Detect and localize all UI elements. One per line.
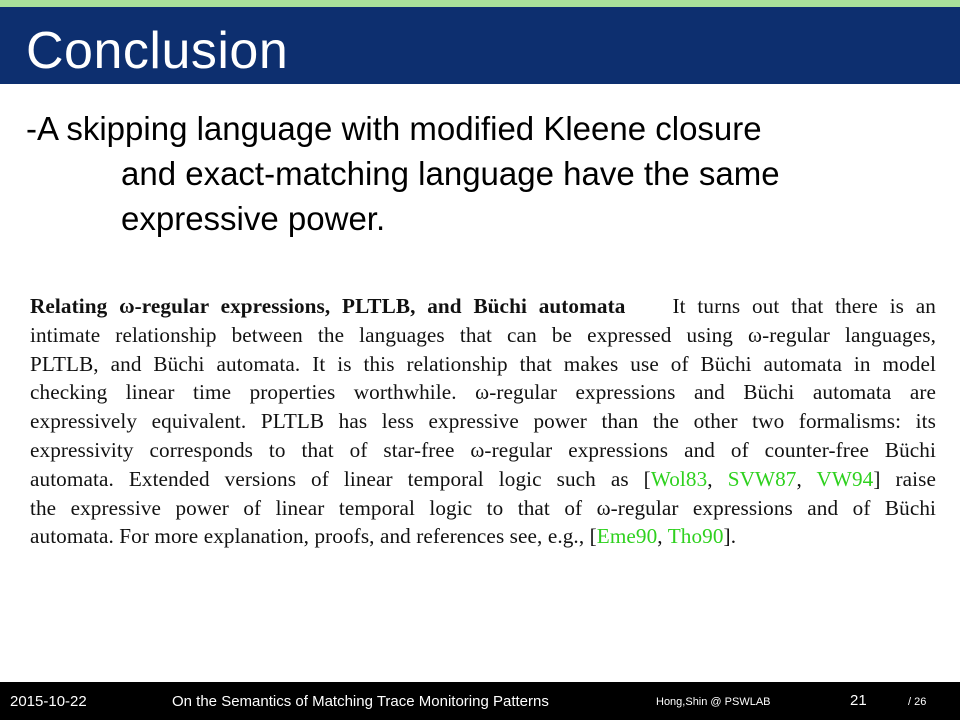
top-accent-rule [0,0,960,7]
citation-link[interactable]: SVW87 [727,466,797,491]
citation-link[interactable]: Tho90 [667,524,724,549]
bullet-line-3: expressive power. [121,200,386,237]
excerpt-line-7-post: ] raise [873,466,936,491]
excerpt-line-4: checking linear time properties worthwhile. ω-regular expressions and Büchi automata are [30,380,936,405]
excerpt-line-8: the expressive power of linear temporal logic to that of ω-regular expressions and of Büchi [30,495,936,520]
excerpt-line-9-pre: automata. For more explanation, proofs, and references see, e.g., [ [30,524,597,549]
citation-link[interactable]: Eme90 [596,524,658,549]
footer-date: 2015-10-22 [10,693,87,710]
excerpt-line-9 [30,522,936,551]
paper-excerpt [30,292,936,551]
footer-page-number: 21 [850,692,867,709]
excerpt-line-1-text: It turns out that there is an [672,294,936,318]
citation-separator: , [707,466,728,491]
excerpt-line-6: expressivity corresponds to that of star-free ω-regular expressions and of counter-free Büchi [30,437,936,462]
main-bullet [26,106,926,241]
excerpt-line-5: expressively equivalent. PLTLB has less expressive power than the other two formalisms: its [30,409,936,434]
excerpt-line-2: intimate relationship between the languages that can be expressed using ω-regular languages, [30,322,936,347]
footer-bar [0,682,960,720]
footer-author: Hong,Shin @ PSWLAB [656,696,771,708]
citation-separator: , [796,466,817,491]
excerpt-heading: Relating ω-regular expressions, PLTLB, and Büchi automata [30,294,626,318]
excerpt-line-9-post: ]. [723,524,737,549]
bullet-line-2: and exact-matching language have the same [121,155,780,192]
citation-separator: , [657,524,668,549]
excerpt-line-3: PLTLB, and Büchi automata. It is this relationship that makes use of Büchi automata in model [30,351,936,376]
citation-link[interactable]: VW94 [816,466,874,491]
footer-page-total: / 26 [908,696,927,708]
excerpt-line-7 [30,465,936,494]
citation-link[interactable]: Wol83 [650,466,708,491]
footer-talk-title: On the Semantics of Matching Trace Monitoring Patterns [172,693,549,710]
title-bar [0,7,960,84]
excerpt-line-1 [30,292,936,321]
slide-title: Conclusion [26,22,289,80]
excerpt-line-7-pre: automata. Extended versions of linear temporal logic such as [ [30,466,651,491]
bullet-line-1: -A skipping language with modified Kleene closure [26,110,762,147]
